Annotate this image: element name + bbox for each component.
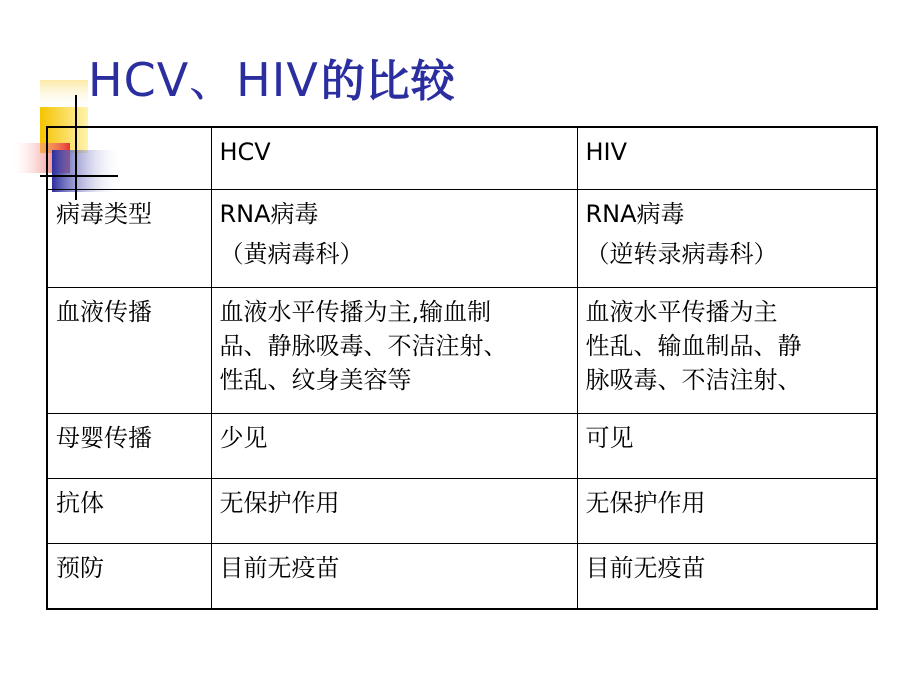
header-hcv-label: HCV — [219, 138, 271, 166]
cell-line: 目前无疫苗 — [585, 554, 706, 582]
hiv-cell — [577, 479, 877, 544]
hiv-cell — [577, 414, 877, 479]
header-hcv-cell — [211, 127, 577, 190]
cell-line: （黄病毒科） — [219, 240, 364, 268]
row-label-text: 抗体 — [56, 489, 104, 517]
cell-line: 可见 — [585, 424, 634, 452]
row-label — [47, 288, 211, 414]
hcv-cell — [211, 479, 577, 544]
cell-line: 血液水平传播为主,输血制 — [219, 298, 492, 326]
cell-line: 血液水平传播为主 — [585, 298, 778, 326]
row-label-text: 病毒类型 — [56, 200, 152, 228]
hiv-cell — [577, 288, 877, 414]
table-row — [47, 190, 877, 288]
slide-title-latin: HCV、HIV — [88, 53, 319, 107]
header-hiv-cell — [577, 127, 877, 190]
hcv-cell — [211, 288, 577, 414]
cell-line: 无保护作用 — [585, 489, 706, 517]
cell-line: （逆转录病毒科） — [585, 240, 778, 268]
cell-line: 脉吸毒、不洁注射、 — [585, 366, 802, 394]
table-row — [47, 288, 877, 414]
row-label-text: 预防 — [56, 554, 104, 582]
table-header-row — [47, 127, 877, 190]
row-label — [47, 479, 211, 544]
hcv-cell — [211, 544, 577, 610]
slide-title-cjk: 的比较 — [320, 56, 456, 107]
header-hiv-label: HIV — [585, 138, 628, 166]
table-row — [47, 479, 877, 544]
hcv-cell — [211, 414, 577, 479]
hiv-cell — [577, 190, 877, 288]
cell-line: RNA病毒 — [219, 200, 319, 228]
comparison-table — [46, 126, 878, 610]
row-label-text: 血液传播 — [56, 298, 152, 326]
cell-line: 性乱、纹身美容等 — [219, 366, 412, 394]
hcv-cell — [211, 190, 577, 288]
cell-line: 性乱、输血制品、静 — [585, 332, 802, 360]
cell-line: 目前无疫苗 — [219, 554, 340, 582]
cell-line: 少见 — [219, 424, 268, 452]
slide-title — [88, 44, 456, 110]
hiv-cell — [577, 544, 877, 610]
row-label — [47, 544, 211, 610]
row-label — [47, 414, 211, 479]
row-label — [47, 190, 211, 288]
cell-line: 无保护作用 — [219, 489, 340, 517]
header-corner-cell — [47, 127, 211, 190]
table-row — [47, 414, 877, 479]
cell-line: RNA病毒 — [585, 200, 685, 228]
table-row — [47, 544, 877, 610]
cell-line: 品、静脉吸毒、不洁注射、 — [219, 332, 508, 360]
row-label-text: 母婴传播 — [56, 424, 152, 452]
